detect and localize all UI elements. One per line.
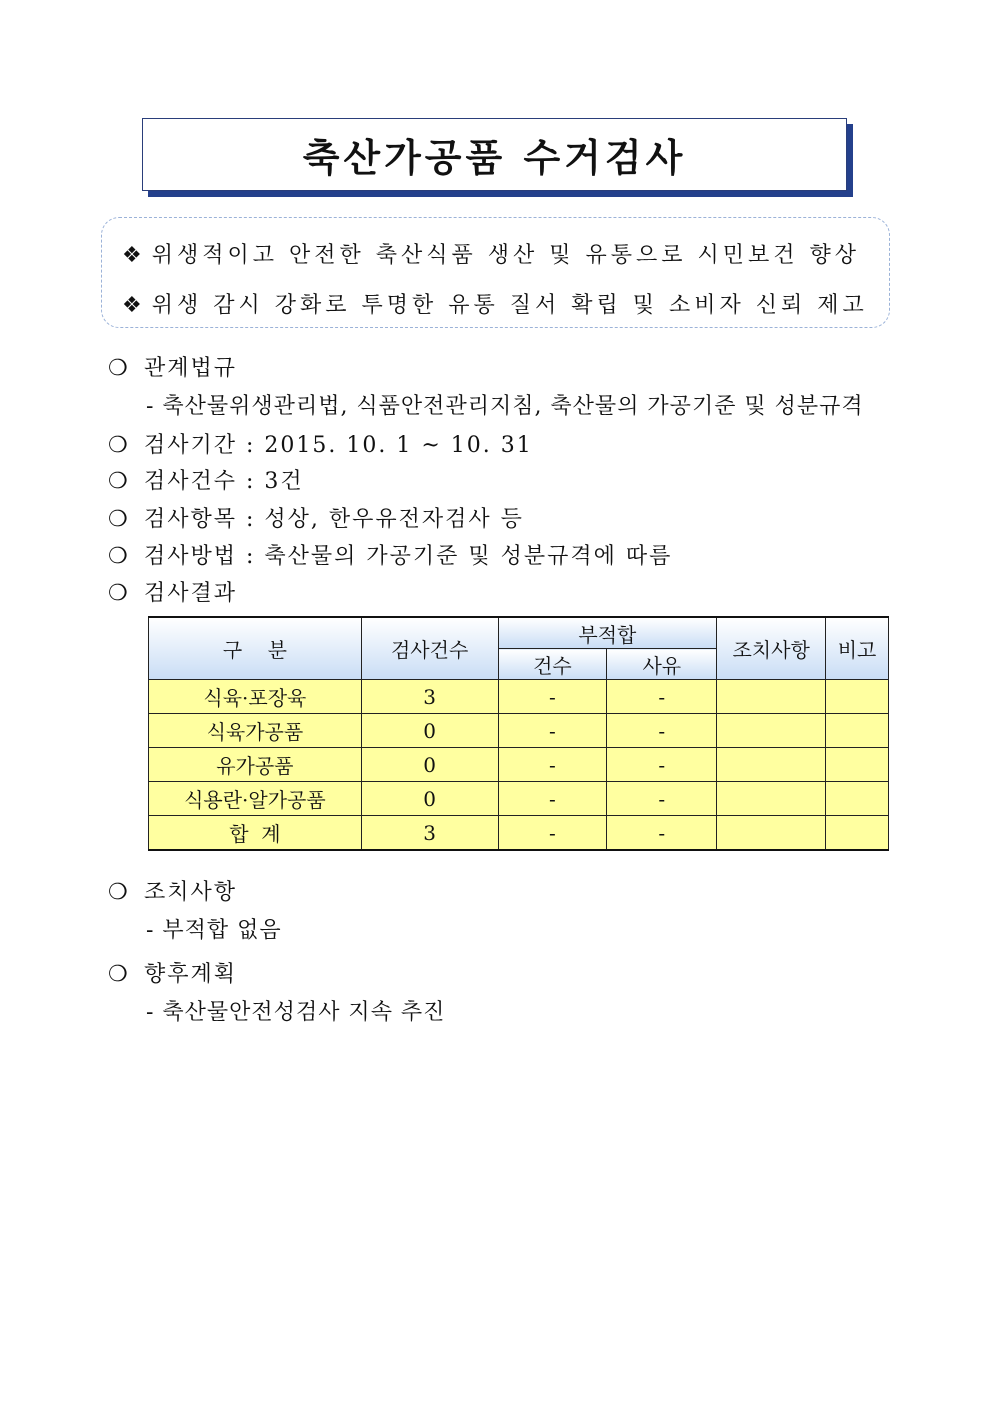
table-row <box>149 714 889 748</box>
circle-bullet-icon: ❍ <box>108 507 128 532</box>
period-line <box>108 428 533 459</box>
cell-nc-reason: - <box>607 714 717 748</box>
cell-note <box>826 680 889 714</box>
cell-category: 식육가공품 <box>149 714 362 748</box>
cell-count: 3 <box>361 680 498 714</box>
table-row-total <box>149 816 889 851</box>
header-nonconform: 부적합 <box>498 617 717 649</box>
cell-category: 합 계 <box>149 816 362 851</box>
laws-detail: - 축산물위생관리법, 식품안전관리지침, 축산물의 가공기준 및 성분규격 <box>146 394 864 419</box>
title-box <box>142 118 847 191</box>
cell-action <box>717 748 826 782</box>
cell-nc-count: - <box>498 680 607 714</box>
cell-category: 유가공품 <box>149 748 362 782</box>
result-title: 검사결과 <box>144 581 238 606</box>
result-heading <box>108 576 237 607</box>
cell-action <box>717 714 826 748</box>
plan-detail: - 축산물안전성검사 지속 추진 <box>146 1000 446 1025</box>
table-row <box>149 782 889 816</box>
summary-item <box>122 238 860 269</box>
cell-note <box>826 748 889 782</box>
header-nc-count: 건수 <box>498 649 607 680</box>
header-category: 구 분 <box>149 617 362 680</box>
circle-bullet-icon: ❍ <box>108 962 128 987</box>
circle-bullet-icon: ❍ <box>108 880 128 905</box>
cell-nc-reason: - <box>607 748 717 782</box>
cell-note <box>826 782 889 816</box>
summary-text: 위생적이고 안전한 축산식품 생산 및 유통으로 시민보건 향상 <box>151 243 860 268</box>
count-text: 검사건수 : 3건 <box>144 469 304 494</box>
cell-count: 0 <box>361 714 498 748</box>
summary-item <box>122 288 868 319</box>
header-action: 조치사항 <box>717 617 826 680</box>
cell-category: 식육·포장육 <box>149 680 362 714</box>
cell-count: 3 <box>361 816 498 851</box>
page-title: 축산가공품 수거검사 <box>302 136 687 180</box>
table-row <box>149 748 889 782</box>
items-line <box>108 502 524 533</box>
header-note: 비고 <box>826 617 889 680</box>
plan-title: 향후계획 <box>144 962 238 987</box>
cell-nc-count: - <box>498 782 607 816</box>
cell-count: 0 <box>361 748 498 782</box>
cell-note <box>826 816 889 851</box>
cell-note <box>826 714 889 748</box>
cell-nc-reason: - <box>607 816 717 851</box>
action-detail: - 부적합 없음 <box>146 918 282 943</box>
cell-nc-reason: - <box>607 782 717 816</box>
cell-nc-reason: - <box>607 680 717 714</box>
items-text: 검사항목 : 성상, 한우유전자검사 등 <box>144 507 524 532</box>
cell-action <box>717 782 826 816</box>
header-count: 검사건수 <box>361 617 498 680</box>
cell-nc-count: - <box>498 714 607 748</box>
action-title: 조치사항 <box>144 880 238 905</box>
diamond-bullet-icon: ❖ <box>122 243 142 268</box>
plan-heading <box>108 957 237 988</box>
cell-nc-count: - <box>498 748 607 782</box>
laws-heading <box>108 351 237 382</box>
table-row <box>149 680 889 714</box>
circle-bullet-icon: ❍ <box>108 469 128 494</box>
method-text: 검사방법 : 축산물의 가공기준 및 성분규격에 따름 <box>144 544 673 569</box>
circle-bullet-icon: ❍ <box>108 356 128 381</box>
cell-action <box>717 816 826 851</box>
laws-title: 관계법규 <box>144 356 238 381</box>
method-line <box>108 539 672 570</box>
period-text: 검사기간 : 2015. 10. 1 ~ 10. 31 <box>144 433 533 458</box>
count-line <box>108 464 304 495</box>
cell-action <box>717 680 826 714</box>
cell-nc-count: - <box>498 816 607 851</box>
circle-bullet-icon: ❍ <box>108 433 128 458</box>
result-table <box>148 616 889 851</box>
header-nc-reason: 사유 <box>607 649 717 680</box>
summary-text: 위생 감시 강화로 투명한 유통 질서 확립 및 소비자 신뢰 제고 <box>151 293 868 318</box>
summary-box <box>101 217 890 328</box>
cell-category: 식용란·알가공품 <box>149 782 362 816</box>
circle-bullet-icon: ❍ <box>108 581 128 606</box>
diamond-bullet-icon: ❖ <box>122 293 142 318</box>
action-heading <box>108 875 237 906</box>
cell-count: 0 <box>361 782 498 816</box>
circle-bullet-icon: ❍ <box>108 544 128 569</box>
